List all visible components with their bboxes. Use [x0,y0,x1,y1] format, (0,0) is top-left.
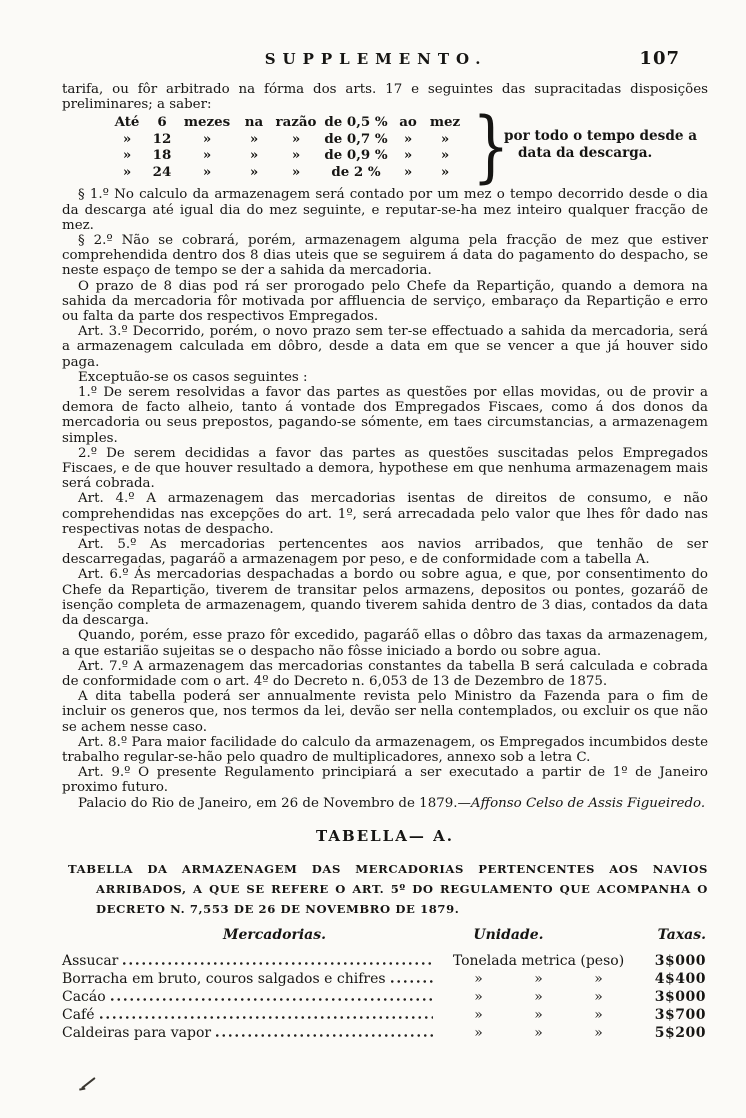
rate-cell: de 0,7 % [324,130,388,147]
rate-cell: » [202,163,212,180]
brace-note-line1: por todo o tempo desde a [504,128,698,145]
articles-block [62,187,708,810]
cell-mercadoria: Cacáo [62,988,106,1005]
cell-unidade: » » » [474,1024,603,1041]
rate-cell: » [440,130,450,147]
tabella-table [62,927,708,1043]
rate-cell: » [440,147,450,164]
rate-cell: » [249,163,259,180]
cell-taxa: 3$000 [654,952,706,969]
rate-cell: Até [114,114,140,131]
brace-note-line2: data da descarga. [518,145,653,162]
table-row [62,953,708,971]
cell-unidade: » » » [474,1006,603,1023]
rate-cell: » [202,147,212,164]
signature-place-date: Palacio do Rio de Janeiro, em 26 de Novembro de 1879.— [78,795,471,811]
pen-mark [81,1077,96,1089]
paragraph-art8: Art. 8.º Para maior facilidade do calculo da armazenagem, os Empregados incumbidos deste trabalho regular-se-hão pelo quadro de multiplicadores, annexo sob a letra C. [62,734,708,765]
rate-schedule [62,102,708,193]
paragraph-exceptuao: Exceptuão-se os casos seguintes : [78,369,308,385]
cell-taxa: 5$200 [654,1024,706,1041]
brace-note [504,128,697,162]
rate-cell: mezes [183,114,231,131]
cell-mercadoria: Borracha em bruto, couros salgados e chifres [62,970,386,987]
rate-cell: 18 [152,147,172,164]
paragraph-art6: Art. 6.º Ás mercadorias despachadas a bordo ou sobre agua, e que, por consentimento do Chefe da Repartição, tiverem de transitar pelos armazens, depositos ou pontes, gozaráõ de isenção completa de armazenagem, quando tiverem sahida dentro de 3 dias, contados da data da descarga. [62,567,708,629]
table-row [62,971,708,989]
rate-cell: » [403,147,413,164]
rate-cell: » [403,163,413,180]
rate-cell: de 2 % [331,163,381,180]
tabella-caption: TABELLA DA ARMAZENAGEM DAS MERCADORIAS PERTENCENTES AOS NAVIOS ARRIBADOS, A QUE SE REFERE O ART. 5º DO REGULAMENTO QUE ACOMPANHA O DECRETO N. 7,553 DE 26 DE NOVEMBRO DE 1879. [68,861,708,916]
dot-leader [214,1029,433,1039]
rate-cell: de 0,5 % [324,114,388,131]
signature-name: Affonso Celso de Assis Figueiredo. [470,795,706,811]
rate-cell: mez [429,114,461,131]
table-row [62,989,708,1007]
paragraph-caso2: 2.º De serem decididas a favor das partes as questões suscitadas pelos Empregados Fiscaes, e de que houver resultado a demora, hypothese em que nenhuma armazenagem mais será cobrada. [62,445,708,492]
paragraph-art7: Art. 7.º A armazenagem das mercadorias constantes da tabella B será calculada e cobrada de conformidade com o art. 4º do Decreto n. 6,053 de 13 de Dezembro de 1875. [62,658,708,689]
right-brace-icon: } [472,102,510,193]
tabella-title: TABELLA— A. [316,826,454,845]
column-header-taxas: Taxas. [657,926,706,943]
cell-unidade: Tonelada metrica (peso) [452,952,625,969]
rate-cell: » [122,130,132,147]
table-row [62,1007,708,1025]
cell-taxa: 4$400 [654,970,706,987]
rate-cell: » [202,130,212,147]
paragraph-caso1: 1.º De serem resolvidas a favor das partes as questões por ellas movidas, ou de provir a demora de facto alheio, tanto á vontade dos Empregados Fiscaes, como á dos donos da mercadoria ou seus prepostos, pagando-se sómente, em taes circumstancias, a armazenagem simples. [62,385,708,446]
cell-unidade: » » » [474,988,603,1005]
running-head [62,50,708,72]
rate-cell: na [244,114,264,131]
cell-mercadoria: Café [62,1006,95,1023]
rate-cell: 24 [152,163,172,180]
dot-leader [98,1011,433,1021]
intro-block [62,82,708,112]
page-title: SUPPLEMENTO. [264,50,488,68]
rate-cell: 6 [157,114,167,131]
rate-cell: 12 [152,130,172,147]
rate-cell: » [122,163,132,180]
rate-cell: » [249,147,259,164]
rate-cell: » [291,163,301,180]
tabella-header-row [62,927,708,949]
paragraph-s2: § 2.º Não se cobrará, porém, armazenagem alguma pela fracção de mez que estiver comprehendida dentro dos 8 dias uteis que se seguirem á data do pagamento do despacho, se neste espaço de tempo se der a sahida da mercadoria. [62,233,708,279]
rate-cell: » [440,163,450,180]
dot-leader [121,957,433,967]
rate-cell: » [291,147,301,164]
paragraph-art9: Art. 9.º O presente Regulamento principiará a ser executado a partir de 1º de Janeiro proximo futuro. [62,765,708,796]
rate-cell: » [122,147,132,164]
rate-cell: » [291,130,301,147]
paragraph-dita: A dita tabella poderá ser annualmente revista pelo Ministro da Fazenda para o fim de incluir os generos que, nos termos da lei, devão ser nella contemplados, ou excluir os que não se achem nesse caso. [62,689,708,735]
dot-leader [389,975,433,985]
paragraph-quando: Quando, porém, esse prazo fôr excedido, pagaráõ ellas o dôbro das taxas da armazenagem, a que estarião sujeitas se o despacho não fôsse iniciado a bordo ou sobre agua. [62,628,708,659]
intro-paragraph: tarifa, ou fôr arbitrado na fórma dos arts. 17 e seguintes das supracitadas disposições preliminares; a saber: [62,82,708,113]
rate-grid [108,114,466,180]
rate-cell: de 0,9 % [324,147,388,164]
rate-cell: » [249,130,259,147]
rate-cell: » [403,130,413,147]
paragraph-s1: § 1.º No calculo da armazenagem será contado por um mez o tempo decorrido desde o dia da descarga até igual dia do mez seguinte, e reputar-se-ha mez inteiro qualquer fracção de mez. [62,187,708,233]
page-number: 107 [639,48,680,69]
cell-mercadoria: Assucar [62,952,119,969]
cell-taxa: 3$700 [654,1006,706,1023]
paragraph-prazo: O prazo de 8 dias pod rá ser prorogado pelo Chefe da Repartição, quando a demora na sahida da mercadoria fôr motivada por affluencia de serviço, embaraço da Repartição e erro ou falta da parte dos respectivos Empregados. [62,278,708,325]
signature-line [62,796,708,811]
cell-taxa: 3$000 [654,988,706,1005]
rate-cell: razão [275,114,317,131]
paragraph-art4: Art. 4.º A armazenagem das mercadorias isentas de direitos de consumo, e não comprehendidas nas excepções do art. 1º, será arrecadada pelo valor que lhes fôr dado nas respectivas notas de despacho. [62,491,708,537]
cell-mercadoria: Caldeiras para vapor [62,1024,212,1041]
paragraph-art3: Art. 3.º Decorrido, porém, o novo prazo sem ter-se effectuado a sahida da mercadoria, será a armazenagem calculada em dôbro, desde a data em que se vencer a que já houver sido paga. [62,324,708,370]
paragraph-art5: Art. 5.º As mercadorias pertencentes aos navios arribados, que tenhão de ser descarregadas, pagaráõ a armazenagem por peso, e de conformidade com a tabella A. [62,537,708,568]
rate-cell: ao [399,114,417,131]
table-row [62,1025,708,1043]
dot-leader [109,993,433,1003]
column-header-mercadorias: Mercadorias. [222,926,327,943]
column-header-unidade: Unidade. [473,926,544,943]
cell-unidade: » » » [474,970,603,987]
